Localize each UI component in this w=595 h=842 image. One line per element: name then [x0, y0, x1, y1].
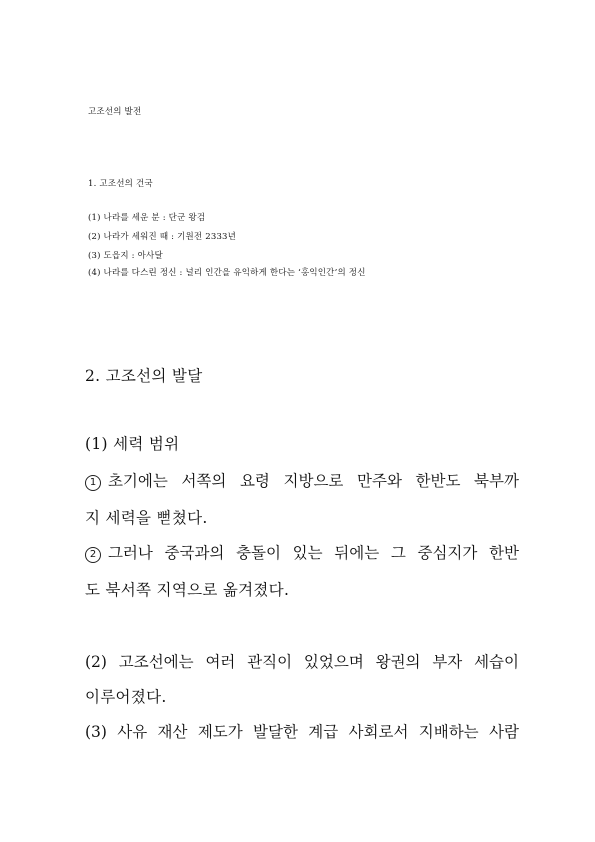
section-2-heading: 2. 고조선의 발달: [85, 367, 203, 385]
word: 관직이: [247, 653, 293, 671]
section-1-heading: 1. 고조선의 건국: [88, 179, 153, 189]
word: 계급: [308, 723, 339, 741]
subsection-2-line-1: [85, 651, 519, 673]
section-1-item-4: (4) 나라를 다스린 정신 : 널리 인간을 유익하게 한다는 ‘홍익인간’의 정신: [88, 268, 366, 278]
word: 고조선에는: [118, 653, 194, 671]
word: 재산: [157, 723, 188, 741]
section-1-item-3: (3) 도읍지 : 아사달: [88, 251, 163, 261]
word: 서쪽의: [181, 472, 227, 490]
word: 제도가: [197, 723, 243, 741]
word: 중국과의: [164, 544, 225, 562]
word: 지배하는: [418, 723, 479, 741]
subsection-2-line-2: 이루어졌다.: [85, 688, 167, 706]
word: 발달한: [253, 723, 298, 741]
word: 요령: [239, 472, 270, 490]
word: 있었으며: [303, 653, 364, 671]
paragraph-2-line-2: 도 북서쪽 지역으로 옮겨졌다.: [85, 581, 290, 599]
circled-number-marker: 2: [85, 547, 101, 563]
word: 왕권의: [375, 653, 421, 671]
section-1-item-2: (2) 나라가 세워진 때 : 기원전 2333년: [88, 232, 237, 242]
word: 사회로서: [348, 723, 409, 741]
word: 지방으로: [283, 472, 344, 490]
circled-number-marker: 1: [85, 475, 101, 491]
word: 북부까: [474, 472, 519, 490]
paragraph-1-first-word: 1 초기에는: [85, 470, 168, 492]
word: 세습이: [474, 653, 519, 671]
subsection-1-heading: (1) 세력 범위: [85, 435, 180, 453]
word: 있는: [292, 544, 323, 562]
paragraph-2-line-1: [85, 542, 519, 564]
paragraph-1-line-2: 지 세력을 뻗쳤다.: [85, 509, 208, 527]
word: 여러: [205, 653, 236, 671]
word: 사람: [488, 723, 519, 741]
word: 그: [390, 544, 406, 562]
subsection-3-line-1: [85, 721, 519, 743]
word: 만주와: [357, 472, 402, 490]
word: (2): [85, 653, 107, 671]
paragraph-2-first-word: 2 그러나: [85, 542, 153, 564]
word: 부자: [432, 653, 463, 671]
paragraph-1-line-1: [85, 470, 519, 492]
word: 뒤에는: [334, 544, 380, 562]
word: 사유: [117, 723, 148, 741]
word: 한반: [489, 544, 519, 562]
word: 충돌이: [236, 544, 281, 562]
word: (3): [85, 723, 107, 741]
section-1-item-1: (1) 나라를 세운 분 : 단군 왕검: [88, 213, 206, 223]
word: 중심지가: [417, 544, 478, 562]
word: 한반도: [415, 472, 461, 490]
document-title: 고조선의 발전: [88, 107, 142, 117]
